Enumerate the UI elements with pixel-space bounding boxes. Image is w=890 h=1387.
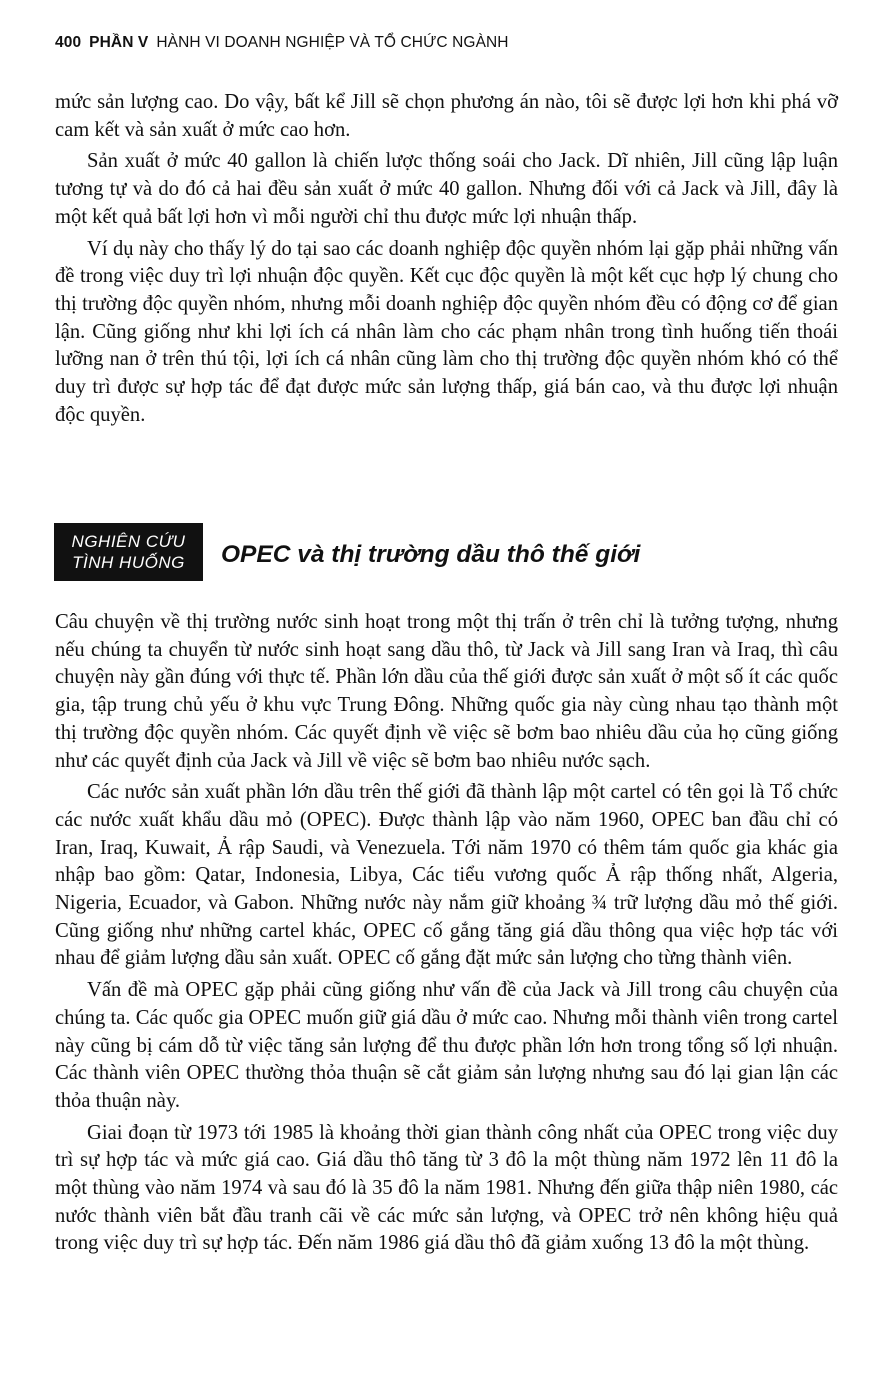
- badge-line: NGHIÊN CỨU: [71, 532, 186, 551]
- case-study-title: OPEC và thị trường dầu thô thế giới: [221, 541, 641, 568]
- badge-line: TÌNH HUỐNG: [72, 553, 185, 572]
- paragraph: Sản xuất ở mức 40 gallon là chiến lược thống soái cho Jack. Dĩ nhiên, Jill cũng lập luận tương tự và do đó cả hai đều sản xuất ở mức 40 gallon. Nhưng đối với cả Jack và Jill, đây là một kết quả bất lợi hơn vì mỗi người chỉ thu được mức lợi nhuận thấp.: [55, 150, 838, 228]
- paragraph: Vấn đề mà OPEC gặp phải cũng giống như vấn đề của Jack và Jill trong câu chuyện của chúng ta. Các quốc gia OPEC muốn giữ giá dầu ở mức cao. Nhưng mỗi thành viên trong cartel này cũng bị cám dỗ từ việc tăng sản lượng để thu được phần lớn hơn trong tổng số lợi nhuận. Các thành viên OPEC thường thỏa thuận sẽ cắt giảm sản lượng nhưng sau đó lại gian lận các thỏa thuận này.: [55, 979, 838, 1112]
- page-number: 400: [55, 34, 82, 51]
- paragraph: mức sản lượng cao. Do vậy, bất kể Jill sẽ chọn phương án nào, tôi sẽ được lợi hơn khi phá vỡ cam kết và sản xuất ở mức cao hơn.: [55, 91, 838, 141]
- case-study-text: [55, 609, 838, 1262]
- part-title: HÀNH VI DOANH NGHIỆP VÀ TỔ CHỨC NGÀNH: [156, 34, 509, 51]
- paragraph: Giai đoạn từ 1973 tới 1985 là khoảng thời gian thành công nhất của OPEC trong việc duy trì sự hợp tác và mức giá cao. Giá dầu thô tăng từ 3 đô la một thùng năm 1972 lên 11 đô la một thùng vào năm 1974 và sau đó là 35 đô la năm 1981. Nhưng đến giữa thập niên 1980, các nước thành viên bắt đầu tranh cãi về các mức sản lượng, và OPEC trở nên không hiệu quả trong việc duy trì sự hợp tác. Đến năm 1986 giá dầu thô đã giảm xuống 13 đô la một thùng.: [55, 1121, 838, 1255]
- paragraph: Câu chuyện về thị trường nước sinh hoạt trong một thị trấn ở trên chỉ là tưởng tượng, nhưng nếu chúng ta chuyển từ nước sinh hoạt sang dầu thô, từ Jack và Jill sang Iran và Iraq, thì câu chuyện này gần đúng với thực tế. Phần lớn dầu của thế giới được sản xuất ở một số ít các quốc gia, tập trung chủ yếu ở khu vực Trung Đông. Những quốc gia này cùng nhau tạo thành một thị trường độc quyền nhóm. Các quyết định về việc sẽ bơm bao nhiêu dầu của họ cũng giống như các quyết định của Jack và Jill về việc sẽ bơm bao nhiêu nước sạch.: [55, 611, 838, 772]
- case-study-badge: [54, 523, 203, 581]
- intro-text: [55, 89, 838, 433]
- running-header: [55, 34, 509, 52]
- paragraph: Các nước sản xuất phần lớn dầu trên thế giới đã thành lập một cartel có tên gọi là Tổ chức các nước xuất khẩu dầu mỏ (OPEC). Được thành lập vào năm 1960, OPEC ban đầu chỉ có Iran, Iraq, Kuwait, Ả rập Saudi, và Venezuela. Tới năm 1970 có thêm tám quốc gia khác gia nhập bao gồm: Qatar, Indonesia, Libya, Các tiểu vương quốc Ả rập thống nhất, Algeria, Nigeria, Ecuador, và Gabon. Những nước này nắm giữ khoảng ¾ trữ lượng dầu mỏ thế giới. Cũng giống như những cartel khác, OPEC cố gắng tăng giá dầu thông qua việc hợp tác với nhau để giảm lượng dầu sản xuất. OPEC cố gắng đặt mức sản lượng cho từng thành viên.: [55, 781, 838, 970]
- part-label: PHẦN V: [89, 34, 149, 51]
- case-study-heading: [54, 523, 640, 581]
- paragraph: Ví dụ này cho thấy lý do tại sao các doanh nghiệp độc quyền nhóm lại gặp phải những vấn đề trong việc duy trì lợi nhuận độc quyền. Kết cục độc quyền là một kết cục hợp lý chung cho thị trường độc quyền nhóm, nhưng mỗi doanh nghiệp độc quyền nhóm đều có động cơ để gian lận. Cũng giống như khi lợi ích cá nhân làm cho các phạm nhân trong tình huống tiến thoái lưỡng nan ở trên thú tội, lợi ích cá nhân cũng làm cho thị trường độc quyền nhóm khó có thể duy trì được sự hợp tác để đạt được mức sản lượng thấp, giá bán cao, và thu được lợi nhuận độc quyền.: [55, 237, 838, 426]
